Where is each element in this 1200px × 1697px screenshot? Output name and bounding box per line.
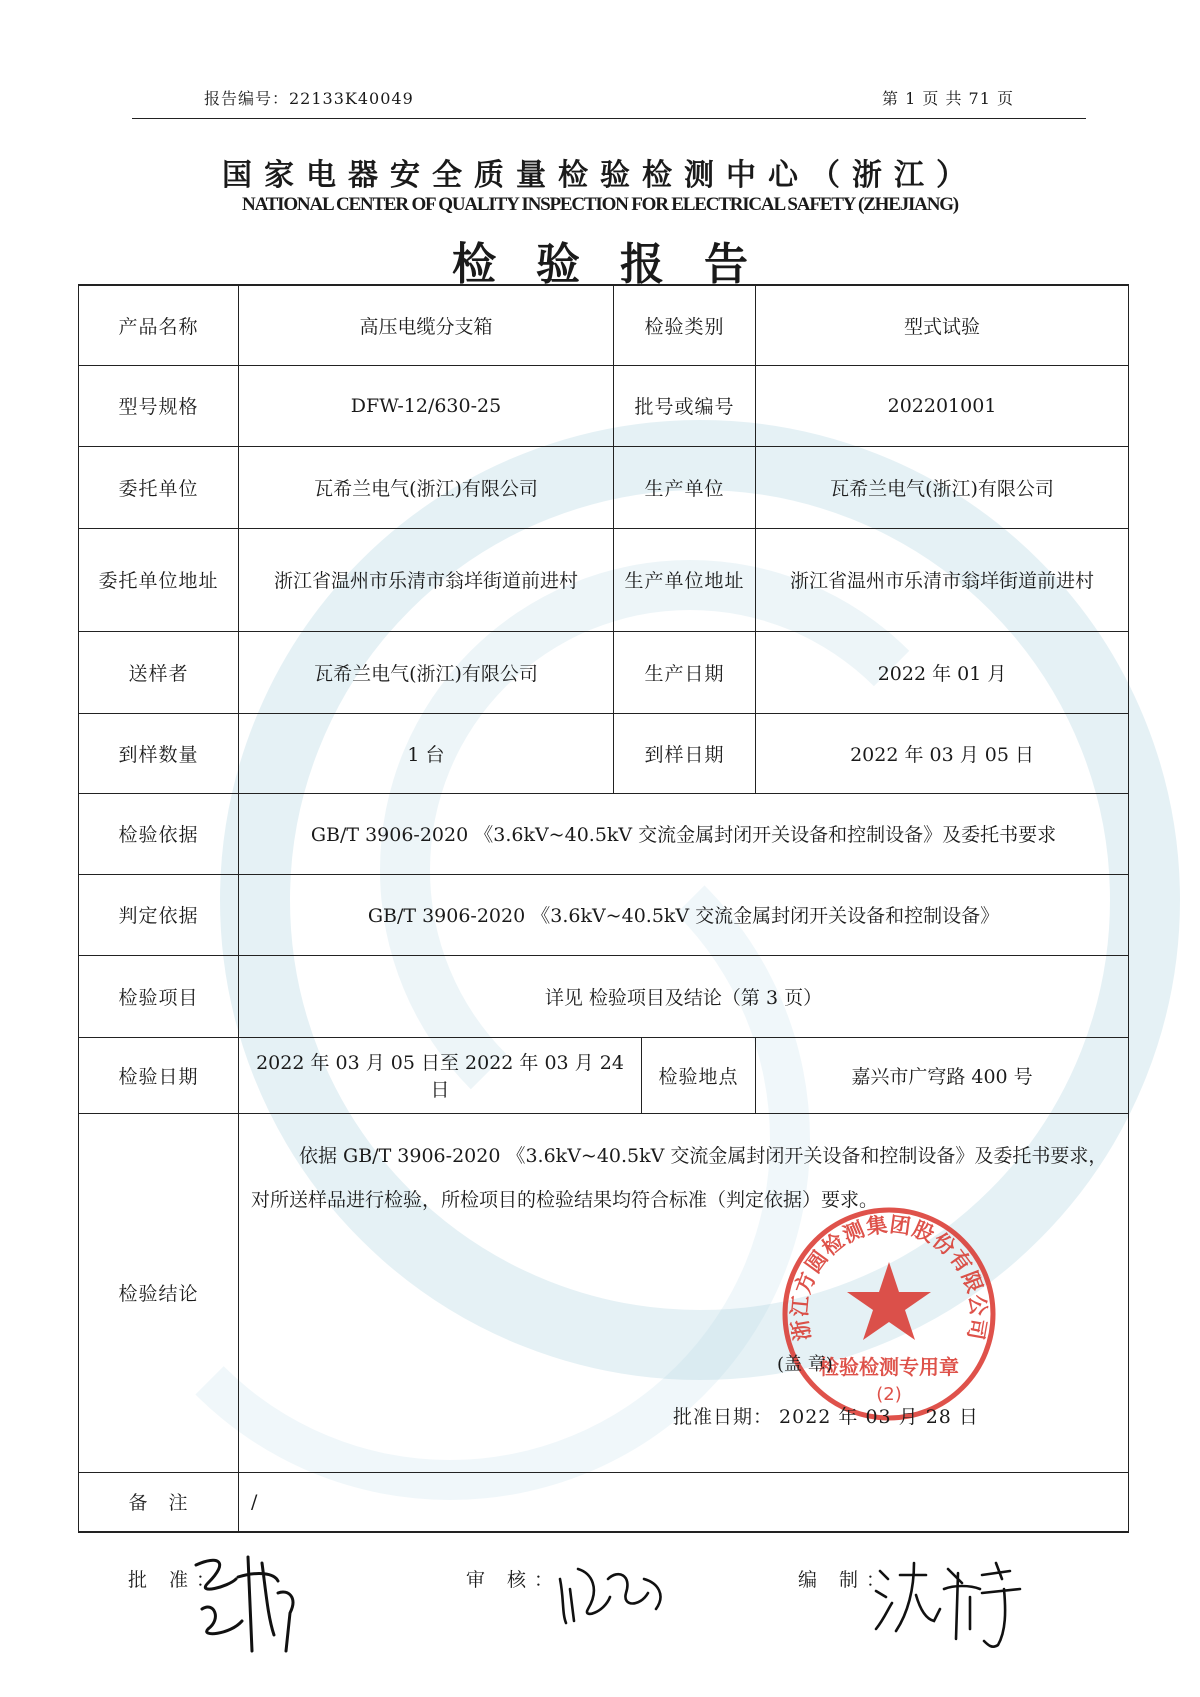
model-value: DFW-12/630-25: [239, 365, 614, 446]
arrival-date-label: 到样日期: [614, 713, 756, 793]
inspection-date-label: 检验日期: [79, 1037, 239, 1113]
inspection-type-label: 检验类别: [614, 285, 756, 365]
batch-no-value: 202201001: [756, 365, 1129, 446]
table-row: [79, 1472, 1129, 1532]
table-row: [79, 713, 1129, 793]
inspection-type-value: 型式试验: [756, 285, 1129, 365]
seal-ring-text: 浙江方圆检测集团股份有限公司: [787, 1211, 991, 1343]
reviewer-signature: [548, 1549, 678, 1639]
table-row: [79, 446, 1129, 528]
sender-value: 瓦希兰电气(浙江)有限公司: [239, 631, 614, 713]
report-number: 报告编号：22133K40049: [204, 89, 414, 108]
table-row: [79, 793, 1129, 874]
inspection-date-value: 2022 年 03 月 05 日至 2022 年 03 月 24 日: [239, 1037, 642, 1113]
arrival-date-value: 2022 年 03 月 05 日: [756, 713, 1129, 793]
seal-label: (盖 章): [777, 1353, 833, 1375]
table-row: [79, 285, 1129, 365]
manufacturer-address-label: 生产单位地址: [614, 528, 756, 631]
remarks-value: /: [239, 1472, 1129, 1532]
basis-label: 检验依据: [79, 793, 239, 874]
table-row: [79, 874, 1129, 955]
table-row: [79, 1113, 1129, 1472]
table-row: [79, 365, 1129, 446]
signature-row: [0, 1555, 1200, 1675]
items-label: 检验项目: [79, 955, 239, 1037]
review-label: 审 核：: [466, 1569, 562, 1591]
location-label: 检验地点: [642, 1037, 756, 1113]
official-seal: [779, 1204, 999, 1424]
manufacturer-label: 生产单位: [614, 446, 756, 528]
center-name-en: NATIONAL CENTER OF QUALITY INSPECTION FOR ELECTRICAL SAFETY (ZHEJIANG): [242, 194, 958, 215]
items-value: 详见 检验项目及结论（第 3 页）: [239, 955, 1129, 1037]
seal-star-icon: [847, 1262, 931, 1340]
compile-label: 编 制：: [798, 1569, 894, 1591]
manufacturer-address-value: 浙江省温州市乐清市翁垟街道前进村: [756, 528, 1129, 631]
product-name-value: 高压电缆分支箱: [239, 285, 614, 365]
sender-label: 送样者: [79, 631, 239, 713]
remarks-label: 备 注: [79, 1472, 239, 1532]
table-row: [79, 528, 1129, 631]
production-date-value: 2022 年 01 月: [756, 631, 1129, 713]
seal-number: (2): [876, 1383, 902, 1405]
judgement-label: 判定依据: [79, 874, 239, 955]
sample-qty-value: 1 台: [239, 713, 614, 793]
page-indicator: 第 1 页 共 71 页: [882, 89, 1014, 108]
approver-signature: [178, 1543, 328, 1663]
conclusion-label: 检验结论: [79, 1113, 239, 1472]
table-row: [79, 955, 1129, 1037]
report-header: [132, 86, 1086, 119]
seal-inner-text: 检验检测专用章: [819, 1354, 959, 1379]
center-name-cn: 国家电器安全质量检验检测中心（浙江）: [222, 158, 978, 193]
batch-no-label: 批号或编号: [614, 365, 756, 446]
approve-label: 批 准：: [128, 1569, 224, 1591]
production-date-label: 生产日期: [614, 631, 756, 713]
manufacturer-value: 瓦希兰电气(浙江)有限公司: [756, 446, 1129, 528]
judgement-value: GB/T 3906-2020 《3.6kV~40.5kV 交流金属封闭开关设备和控制设备》: [239, 874, 1129, 955]
compiler-signature: [870, 1549, 1040, 1659]
report-table: [78, 284, 1129, 1533]
location-value: 嘉兴市广穹路 400 号: [756, 1037, 1129, 1113]
client-label: 委托单位: [79, 446, 239, 528]
table-row: [79, 1037, 1129, 1113]
table-row: [79, 631, 1129, 713]
sample-qty-label: 到样数量: [79, 713, 239, 793]
client-address-value: 浙江省温州市乐清市翁垟街道前进村: [239, 528, 614, 631]
model-label: 型号规格: [79, 365, 239, 446]
product-name-label: 产品名称: [79, 285, 239, 365]
client-value: 瓦希兰电气(浙江)有限公司: [239, 446, 614, 528]
report-title: 检验报告: [452, 239, 788, 290]
client-address-label: 委托单位地址: [79, 528, 239, 631]
basis-value: GB/T 3906-2020 《3.6kV~40.5kV 交流金属封闭开关设备和控制设备》及委托书要求: [239, 793, 1129, 874]
approval-date-value: 2022 年 03 月 28 日: [779, 1405, 979, 1428]
approval-date-label: 批准日期：: [673, 1405, 774, 1428]
approval-date: [673, 1402, 979, 1429]
conclusion-cell: [239, 1113, 1129, 1472]
conclusion-text: 依据 GB/T 3906-2020 《3.6kV~40.5kV 交流金属封闭开关设备和控制设备》及委托书要求，对所送样品进行检验，所检项目的检验结果均符合标准（判定依据）要求。: [251, 1144, 1108, 1211]
